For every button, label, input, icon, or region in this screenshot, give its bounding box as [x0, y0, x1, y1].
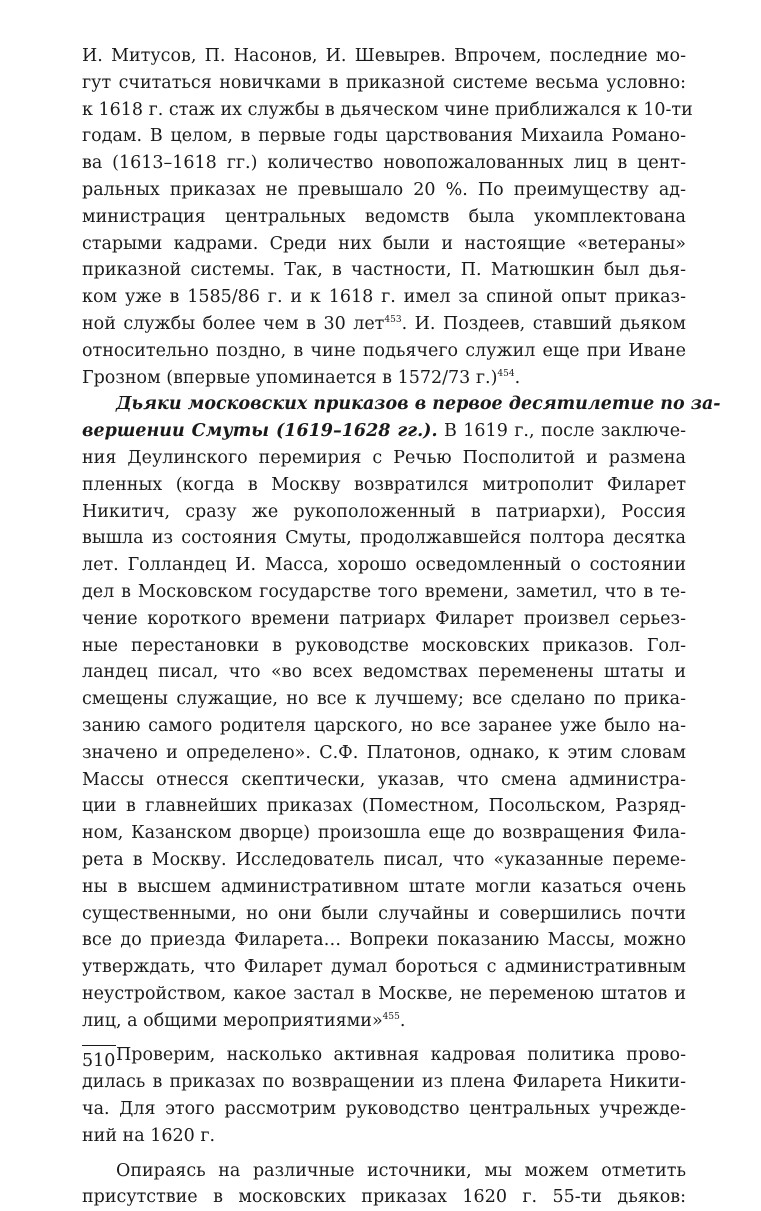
footnote-ref-455[interactable]: 455	[382, 1011, 400, 1022]
text-line: Проверим, насколько активная кадровая политика прово-	[116, 1045, 686, 1066]
text-line: относительно поздно, в чине подьячего служил еще при Иване	[82, 340, 686, 361]
text-line: чение короткого времени патриарх Филарет произвел серьез-	[82, 608, 686, 629]
text-line: смещены служащие, но все к лучшему; все сделано по прика-	[82, 689, 686, 710]
text-line	[82, 1008, 686, 1035]
text-line: ные перестановки в руководстве московских приказов. Гол-	[82, 635, 686, 656]
text-line: И. Митусов, П. Насонов, И. Шевырев. Впрочем, последние мо-	[82, 46, 686, 66]
text-line: ландец писал, что «во всех ведомствах переменены штаты и	[82, 662, 686, 683]
section-heading: Дьяки московских приказов в первое десятилетие по за-	[116, 394, 721, 415]
paragraph-3	[82, 1042, 686, 1149]
text-line: ции в главнейших приказах (Поместном, Посольском, Разряд-	[82, 796, 686, 817]
text-line: ны в высшем административном штате могли казаться очень	[82, 876, 686, 897]
text-line: Массы отнесся скептически, указав, что смена администра-	[82, 769, 686, 790]
footnote-ref-454[interactable]: 454	[497, 368, 515, 379]
text-line: лет. Голландец И. Масса, хорошо осведомленный о состоянии	[82, 555, 686, 576]
paragraph-4	[82, 1158, 686, 1211]
text-line: ча. Для этого рассмотрим руководство центральных учрежде-	[82, 1099, 686, 1120]
text-line	[82, 365, 686, 392]
text-line: неустройством, какое застал в Москве, не переменою штатов и	[82, 983, 686, 1004]
text-line: Никитич, сразу же рукоположенный в патриархи), Россия	[82, 501, 686, 522]
text-line: все до приезда Филарета… Вопреки показанию Массы, можно	[82, 930, 686, 951]
page-number: 510	[82, 1051, 116, 1071]
text-run: ной службы более чем в 30 лет	[82, 313, 385, 334]
text-line: вышла из состояния Смуты, продолжавшейся полтора десятка	[82, 528, 686, 549]
footer-rule	[82, 1045, 116, 1046]
text-line	[82, 418, 686, 445]
text-line: ния Деулинского перемирия с Речью Посполитой и размена	[82, 447, 686, 468]
text-line: ральных приказах не превышало 20 %. По преимуществу ад-	[82, 179, 686, 200]
text-run: .	[514, 367, 521, 388]
text-line: занию самого родителя царского, но все заранее уже было на-	[82, 715, 686, 736]
text-line: к 1618 г. стаж их службы в дьяческом чине приближался к 10-ти	[82, 99, 693, 120]
text-line: Опираясь на различные источники, мы можем отметить	[116, 1160, 686, 1181]
text-line: значено и определено». С.Ф. Платонов, однако, к этим словам	[82, 742, 686, 763]
text-line: годам. В целом, в первые годы царствования Михаила Романо-	[82, 126, 686, 147]
text-line: дилась в приказах по возвращении из плена Филарета Никити-	[82, 1072, 686, 1093]
section-heading-line	[82, 391, 721, 418]
text-line: приказной системы. Так, в частности, П. Матюшкин был дья-	[82, 260, 686, 281]
text-run: Грозном (впервые упоминается в 1572/73 г.)	[82, 367, 498, 388]
text-line: дел в Московском государстве того времени, заметил, что в те-	[82, 581, 686, 602]
text-line: утверждать, что Филарет думал бороться с административным	[82, 957, 686, 978]
text-line: гут считаться новичками в приказной системе весьма условно:	[82, 72, 686, 93]
section-heading: вершении Смуты (1619–1628 гг.).	[82, 421, 438, 442]
text-line: пленных (когда в Москву возвратился митрополит Филарет	[82, 474, 686, 495]
footnote-ref-453[interactable]: 453	[384, 314, 402, 325]
paragraph-1	[82, 43, 693, 391]
text-line: ний на 1620 г.	[82, 1125, 216, 1146]
text-line: ва (1613–1618 гг.) количество новопожалованных лиц в цент-	[82, 153, 686, 174]
text-line: министрация центральных ведомств была укомплектована	[82, 206, 686, 227]
text-run: .	[399, 1010, 406, 1031]
text-line: старыми кадрами. Среди них были и настоящие «ветераны»	[82, 233, 686, 254]
page-body	[82, 43, 721, 1211]
text-line: ном, Казанском дворце) произошла еще до возвращения Фила-	[82, 823, 686, 844]
text-line	[82, 311, 686, 338]
paragraph-2	[82, 391, 721, 1034]
text-line: существенными, но они были случайны и совершились почти	[82, 903, 686, 924]
text-line: рета в Москву. Исследователь писал, что «указанные переме-	[82, 849, 686, 870]
text-run: В 1619 г., после заключе-	[437, 421, 686, 442]
text-line: ком уже в 1585/86 г. и к 1618 г. имел за спиной опыт приказ-	[82, 287, 686, 308]
text-run: лиц, а общими мероприятиями»	[82, 1010, 383, 1031]
text-run: . И. Поздеев, ставший дьяком	[401, 313, 686, 334]
text-line: присутствие в московских приказах 1620 г. 55-ти дьяков:	[82, 1187, 686, 1208]
